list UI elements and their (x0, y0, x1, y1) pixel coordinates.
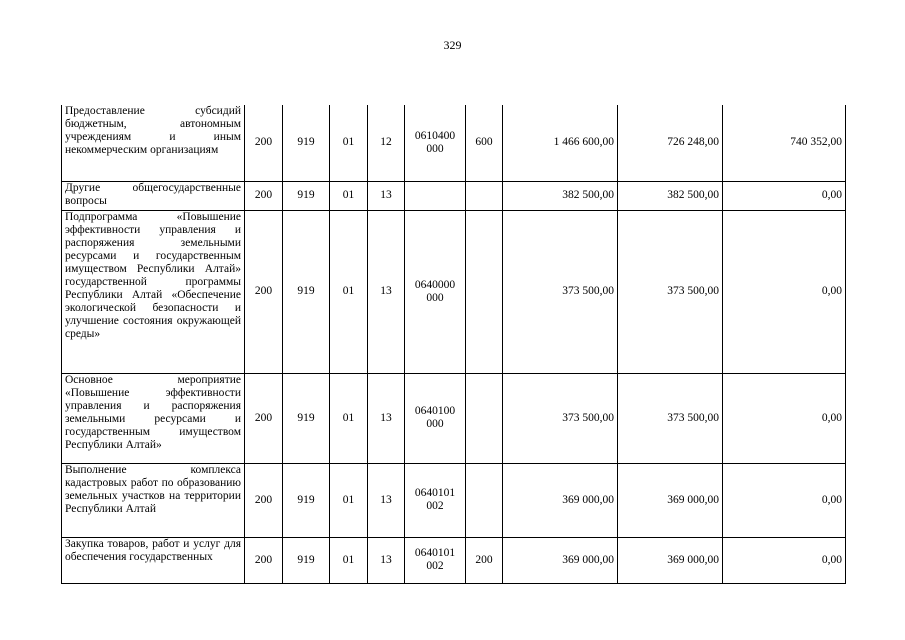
cell-ppp: 200 (245, 537, 283, 583)
cell-csr: 0640100 000 (405, 373, 466, 463)
table-row (62, 210, 846, 373)
cell-ppp: 200 (245, 105, 283, 181)
cell-ppp: 200 (245, 210, 283, 373)
cell-grbs: 919 (283, 181, 330, 210)
cell-sum-1: 382 500,00 (503, 181, 618, 210)
cell-csr: 0640000 000 (405, 210, 466, 373)
cell-pr: 13 (368, 210, 405, 373)
cell-pr: 13 (368, 537, 405, 583)
cell-grbs: 919 (283, 463, 330, 537)
cell-csr: 0610400 000 (405, 105, 466, 181)
cell-vr: 600 (466, 105, 503, 181)
cell-sum-2: 726 248,00 (618, 105, 723, 181)
cell-rz: 01 (330, 210, 368, 373)
cell-sum-1: 369 000,00 (503, 463, 618, 537)
table-row (62, 373, 846, 463)
cell-grbs: 919 (283, 537, 330, 583)
cell-ppp: 200 (245, 373, 283, 463)
table-row (62, 537, 846, 583)
cell-pr: 12 (368, 105, 405, 181)
cell-sum-3: 0,00 (723, 537, 846, 583)
cell-csr: 0640101 002 (405, 537, 466, 583)
row-name: Другие общегосударственные вопросы (62, 181, 245, 210)
budget-table (61, 105, 846, 584)
cell-sum-2: 373 500,00 (618, 210, 723, 373)
cell-sum-1: 369 000,00 (503, 537, 618, 583)
cell-sum-3: 0,00 (723, 463, 846, 537)
cell-sum-2: 369 000,00 (618, 463, 723, 537)
row-name: Закупка товаров, работ и услуг для обеспечения государственных (62, 537, 245, 583)
cell-sum-1: 373 500,00 (503, 210, 618, 373)
cell-sum-3: 740 352,00 (723, 105, 846, 181)
cell-rz: 01 (330, 373, 368, 463)
cell-grbs: 919 (283, 105, 330, 181)
table-row (62, 181, 846, 210)
cell-ppp: 200 (245, 181, 283, 210)
cell-sum-3: 0,00 (723, 181, 846, 210)
cell-rz: 01 (330, 181, 368, 210)
cell-ppp: 200 (245, 463, 283, 537)
cell-rz: 01 (330, 105, 368, 181)
table-row (62, 463, 846, 537)
cell-pr: 13 (368, 181, 405, 210)
cell-sum-3: 0,00 (723, 373, 846, 463)
row-name: Подпрограмма «Повышение эффективности управления и распоряжения земельными ресурсами и государственным имуществом Республики Алтай» государственной программы Республики Алтай «Обеспечение экологической безопасности и улучшение состояния окружающей среды» (62, 210, 245, 373)
row-name: Выполнение комплекса кадастровых работ по образованию земельных участков на территории Республики Алтай (62, 463, 245, 537)
cell-sum-3: 0,00 (723, 210, 846, 373)
cell-vr (466, 373, 503, 463)
cell-vr (466, 181, 503, 210)
cell-sum-2: 373 500,00 (618, 373, 723, 463)
page-number: 329 (443, 38, 462, 52)
cell-vr (466, 210, 503, 373)
table-row (62, 105, 846, 181)
row-name: Предоставление субсидий бюджетным, автономным учреждениям и иным некоммерческим организациям (62, 105, 245, 181)
cell-csr: 0640101 002 (405, 463, 466, 537)
cell-sum-1: 373 500,00 (503, 373, 618, 463)
cell-grbs: 919 (283, 373, 330, 463)
cell-vr: 200 (466, 537, 503, 583)
row-name: Основное мероприятие «Повышение эффективности управления и распоряжения земельными ресурсами и государственным имуществом Республики Алтай» (62, 373, 245, 463)
cell-vr (466, 463, 503, 537)
cell-sum-2: 369 000,00 (618, 537, 723, 583)
cell-pr: 13 (368, 373, 405, 463)
cell-rz: 01 (330, 463, 368, 537)
cell-sum-2: 382 500,00 (618, 181, 723, 210)
cell-rz: 01 (330, 537, 368, 583)
cell-csr (405, 181, 466, 210)
cell-sum-1: 1 466 600,00 (503, 105, 618, 181)
cell-pr: 13 (368, 463, 405, 537)
cell-grbs: 919 (283, 210, 330, 373)
